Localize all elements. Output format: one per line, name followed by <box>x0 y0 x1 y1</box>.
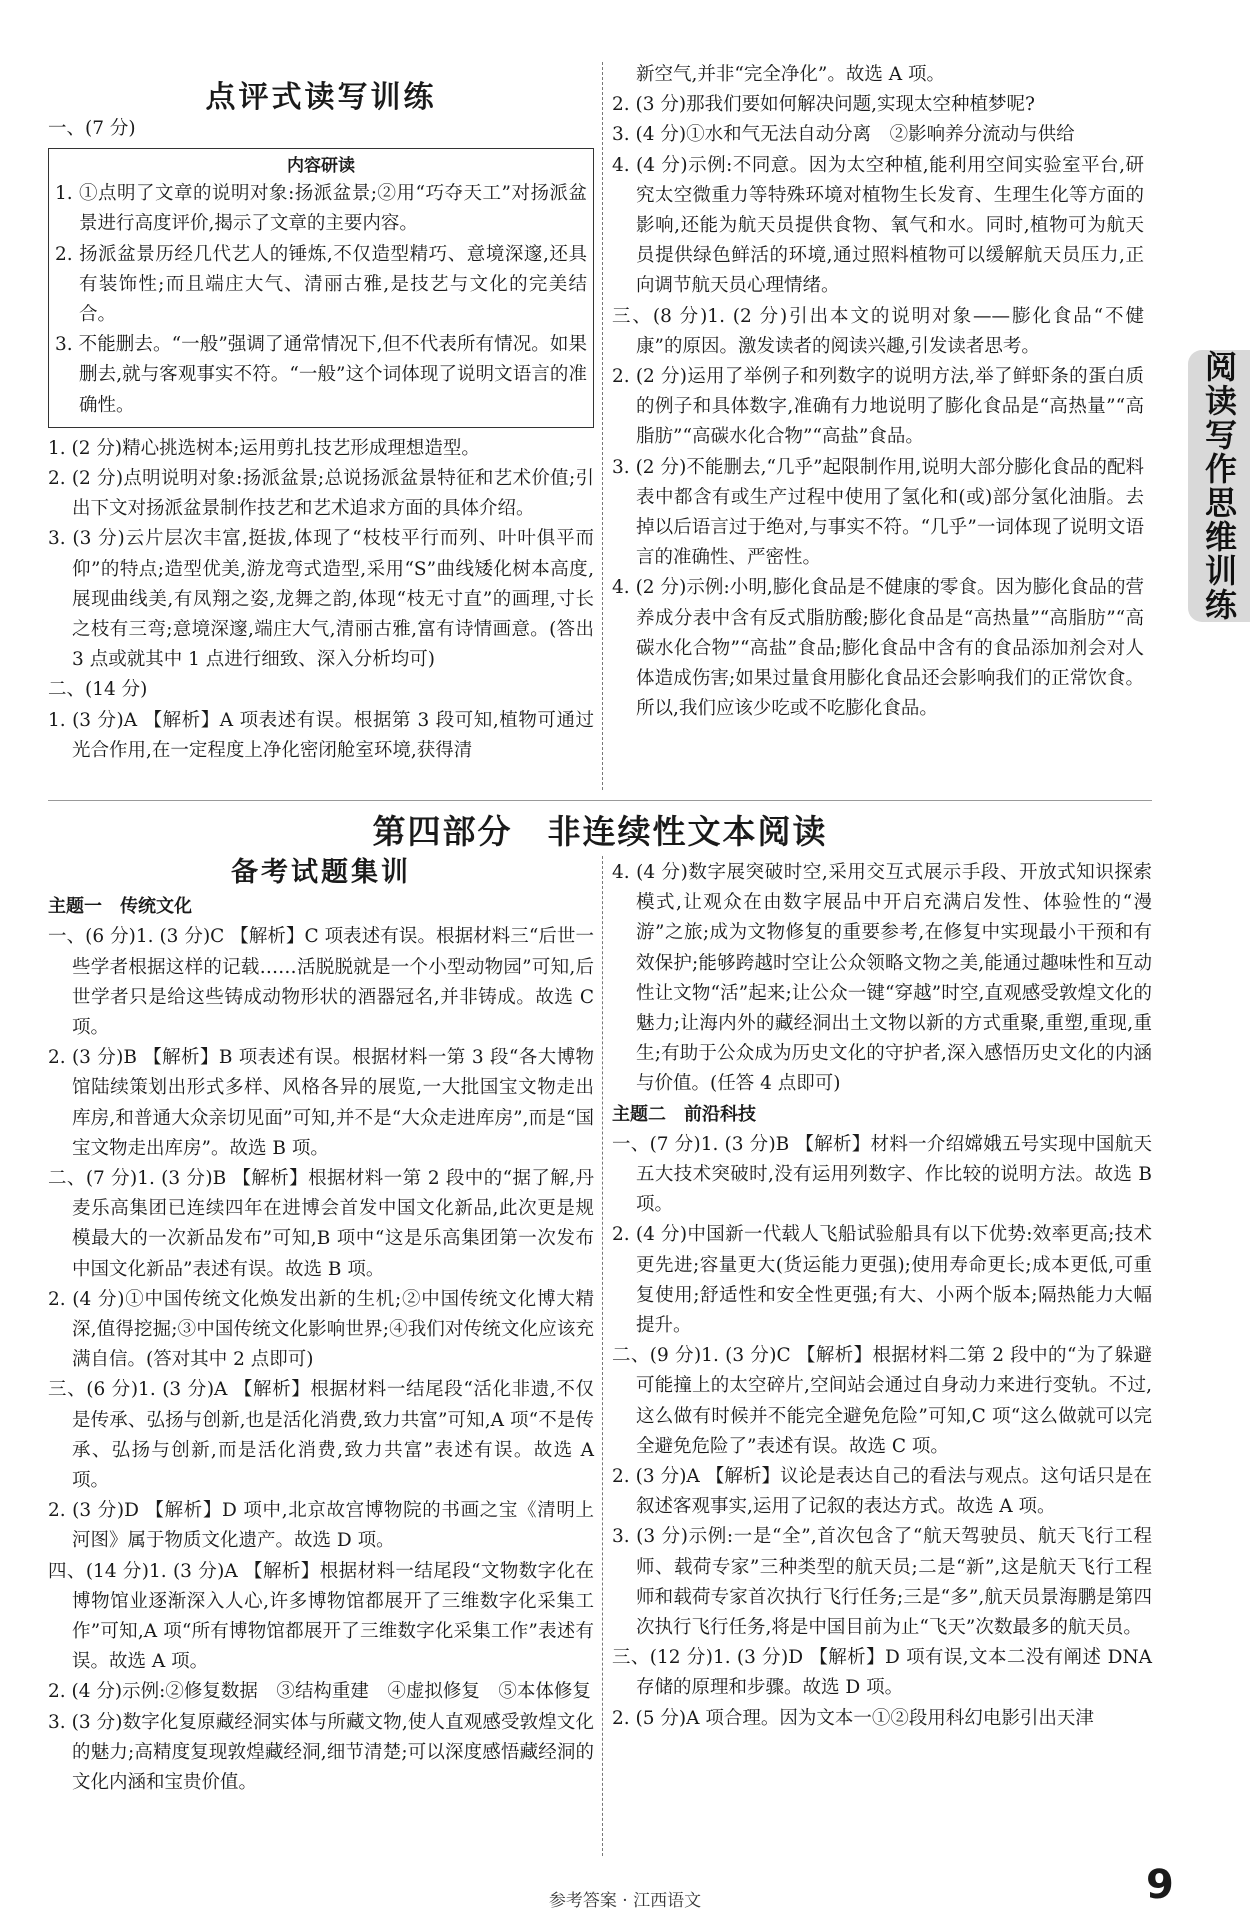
side-tab-label: 阅读写作思维训练 <box>1200 350 1238 622</box>
answer-item: 4. (2 分)示例:小明,膨化食品是不健康的零食。因为膨化食品的营养成分表中含有反式脂肪酸;膨化食品是“高热量”“高脂肪”“高碳水化合物”“高盐”食品;膨化食品中含有的食品添加剂会对人体造成伤害;如果过量食用膨化食品还会影响我们的正常饮食。所以,我们应该少吃或不吃膨化食品。 <box>612 577 1144 720</box>
content-study-box <box>48 148 594 428</box>
box-title: 内容研读 <box>287 156 355 177</box>
left-column-top <box>48 114 594 766</box>
right-column-top <box>612 60 1144 724</box>
page-title: 点评式读写训练 <box>205 80 437 115</box>
answer-item: 一、(7 分)1. (3 分)B 【解析】材料一介绍嫦娥五号实现中国航天五大技术突破时,没有运用列数字、作比较的说明方法。故选 B 项。 <box>612 1133 1152 1216</box>
page-footer: 参考答案 · 江西语文 <box>548 1891 702 1911</box>
answer-item: 4. (4 分)数字展突破时空,采用交互式展示手段、开放式知识探索模式,让观众在由数字展品中开启充满启发性、体验性的“漫游”之旅;成为文物修复的重要参考,在修复中实现最小干预和有效保护;能够跨越时空让公众领略文物之美,能通过趣味性和互动性让文物“活”起来;让公众一键“穿越”时空,直观感受敦煌文化的魅力;让海内外的藏经洞出土文物以新的方式重聚,重塑,重现,重生;有助于公众成为历史文化的守护者,深入感悟历史文化的内涵与价值。(任答 4 点即可) <box>612 862 1152 1095</box>
answer-item: 二、(9 分)1. (3 分)C 【解析】根据材料二第 2 段中的“为了躲避可能撞上的太空碎片,空间站会通过自身动力来进行变轨。不过,这么做有时候并不能完全避免危险”可知,C 项“这么做就可以完全避免危险了”表述有误。故选 C 项。 <box>612 1345 1152 1457</box>
right-column-bottom <box>612 858 1152 1734</box>
answer-item: 2. (3 分)D 【解析】D 项中,北京故宫博物院的书画之宝《清明上河图》属于物质文化遗产。故选 D 项。 <box>48 1500 594 1552</box>
answer-item: 2. (3 分)A 【解析】议论是表达自己的看法与观点。这句话只是在叙述客观事实,运用了记叙的表达方式。故选 A 项。 <box>612 1466 1152 1518</box>
answer-item: 2. (3 分)那我们要如何解决问题,实现太空种植梦呢? <box>612 94 1035 116</box>
answer-item: 二、(7 分)1. (3 分)B 【解析】根据材料一第 2 段中的“据了解,丹麦乐高集团已连续四年在进博会首发中国文化新品,此次更是规模最大的一次新品发布”可知,B 项中“这是乐高集团第一次发布中国文化新品”表述有误。故选 B 项。 <box>48 1168 594 1280</box>
left-column-bottom <box>48 858 594 1798</box>
side-tab <box>1188 350 1250 622</box>
section-one-label: 一、(7 分) <box>48 118 136 139</box>
box-item: 3. 不能删去。“一般”强调了通常情况下,但不代表所有情况。如果删去,就与客观事实不符。“一般”这个词体现了说明文语言的准确性。 <box>55 334 587 416</box>
answer-item: 四、(14 分)1. (3 分)A 【解析】根据材料一结尾段“文物数字化在博物馆业逐渐深入人心,许多博物馆都展开了三维数字化采集工作”可知,A 项“所有博物馆都展开了三维数字化采集工作”表述有误。故选 A 项。 <box>48 1560 594 1673</box>
answer-item: 3. (2 分)不能删去,“几乎”起限制作用,说明大部分膨化食品的配料表中都含有或生产过程中使用了氢化和(或)部分氢化油脂。去掉以后语言过于绝对,与事实不符。“几乎”一词体现了说明文语言的准确性、严密性。 <box>612 456 1144 569</box>
subtitle: 备考试题集训 <box>231 857 411 888</box>
answer-item: 三、(12 分)1. (3 分)D 【解析】D 项有误,文本二没有阐述 DNA 存储的原理和步骤。故选 D 项。 <box>612 1647 1152 1699</box>
answer-item: 三、(6 分)1. (3 分)A 【解析】根据材料一结尾段“活化非遗,不仅是传承、弘扬与创新,也是活化消费,致力共富”可知,A 项“不是传承、弘扬与创新,而是活化消费,致力共富”表述有误。故选 A 项。 <box>48 1379 594 1492</box>
topic-one: 主题一 传统文化 <box>48 896 192 918</box>
answer-item: 2. (4 分)中国新一代载人飞船试验船具有以下优势:效率更高;技术更先进;容量更大(货运能力更强);使用寿命更长;成本更低,可重复使用;舒适性和安全性更强;有大、小两个版本;隔热能力大幅提升。 <box>612 1224 1152 1337</box>
answer-item: 2. (2 分)运用了举例子和列数字的说明方法,举了鲜虾条的蛋白质的例子和具体数字,准确有力地说明了膨化食品是“高热量”“高脂肪”“高碳水化合物”“高盐”食品。 <box>612 366 1144 448</box>
part-title: 第四部分 非连续性文本阅读 <box>372 812 828 851</box>
answer-item: 3. (4 分)①水和气无法自动分离 ②影响养分流动与供给 <box>612 124 1075 146</box>
topic-two: 主题二 前沿科技 <box>612 1103 756 1125</box>
answer-item: 3. (3 分)数字化复原藏经洞实体与所藏文物,使人直观感受敦煌文化的魅力;高精度复现敦煌藏经洞,细节清楚;可以深度感悟藏经洞的文化内涵和宝贵价值。 <box>48 1711 594 1794</box>
answer-item: 一、(6 分)1. (3 分)C 【解析】C 项表述有误。根据材料三“后世一些学者根据这样的记载……活脱脱就是一个小型动物园”可知,后世学者只是给这些铸成动物形状的酒器冠名,并非铸成。故选 C 项。 <box>48 926 594 1039</box>
answer-item: 1. (2 分)精心挑选树本;运用剪扎技艺形成理想造型。 <box>48 437 480 459</box>
answer-item: 2. (5 分)A 项合理。因为文本一①②段用科幻电影引出天津 <box>612 1707 1094 1729</box>
column-divider-top <box>602 62 603 790</box>
answer-item: 2. (4 分)①中国传统文化焕发出新的生机;②中国传统文化博大精深,值得挖掘;③中国传统文化影响世界;④我们对传统文化应该充满自信。(答对其中 2 点即可) <box>48 1288 594 1371</box>
answer-item: 三、(8 分)1. (2 分)引出本文的说明对象——膨化食品“不健康”的原因。激发读者的阅读兴趣,引发读者思考。 <box>612 305 1144 357</box>
answer-item: 3. (3 分)示例:一是“全”,首次包含了“航天驾驶员、航天飞行工程师、载荷专家”三种类型的航天员;二是“新”,这是航天飞行工程师和载荷专家首次执行飞行任务;三是“多”,航天员景海鹏是第四次执行飞行任务,将是中国目前为止“飞天”次数最多的航天员。 <box>612 1526 1152 1639</box>
box-item: 1. ①点明了文章的说明对象:扬派盆景;②用“巧夺天工”对扬派盆景进行高度评价,揭示了文章的主要内容。 <box>55 183 587 235</box>
answer-item: 1. (3 分)A 【解析】A 项表述有误。根据第 3 段可知,植物可通过光合作用,在一定程度上净化密闭舱室环境,获得清 <box>48 709 594 761</box>
answer-continuation: 新空气,并非“完全净化”。故选 A 项。 <box>636 64 945 85</box>
answer-item: 4. (4 分)示例:不同意。因为太空种植,能利用空间实验室平台,研究太空微重力等特殊环境对植物生长发育、生理生化等方面的影响,还能为航天员提供食物、氧气和水。同时,植物可为航天员提供绿色鲜活的环境,通过照料植物可以缓解航天员压力,正向调节航天员心理情绪。 <box>612 154 1144 297</box>
answer-item: 2. (2 分)点明说明对象:扬派盆景;总说扬派盆景特征和艺术价值;引出下文对扬派盆景制作技艺和艺术追求方面的具体介绍。 <box>48 468 594 520</box>
column-divider-bottom <box>602 856 603 1856</box>
answer-item: 2. (4 分)示例:②修复数据 ③结构重建 ④虚拟修复 ⑤本体修复 <box>48 1681 591 1703</box>
section-divider <box>48 800 1152 801</box>
box-item: 2. 扬派盆景历经几代艺人的锤炼,不仅造型精巧、意境深邃,还具有装饰性;而且端庄大气、清丽古雅,是技艺与文化的完美结合。 <box>55 243 587 326</box>
answer-item: 2. (3 分)B 【解析】B 项表述有误。根据材料一第 3 段“各大博物馆陆续策划出形式多样、风格各异的展览,一大批国宝文物走出库房,和普通大众亲切见面”可知,并不是“大众走进库房”,而是“国宝文物走出库房”。故选 B 项。 <box>48 1047 594 1159</box>
section-label: 二、(14 分) <box>48 679 148 701</box>
answer-item: 3. (3 分)云片层次丰富,挺拔,体现了“枝枝平行而列、叶叶俱平而仰”的特点;造型优美,游龙弯式造型,采用“S”曲线矮化树本高度,展现曲线美,有凤翔之姿,龙舞之韵,体现“枝无寸直”的画理,寸长之枝有三弯;意境深邃,端庄大气,清丽古雅,富有诗情画意。(答出 3 点或就其中 1 点进行细致、深入分析均可) <box>48 528 594 671</box>
page-number: 9 <box>1146 1862 1174 1908</box>
